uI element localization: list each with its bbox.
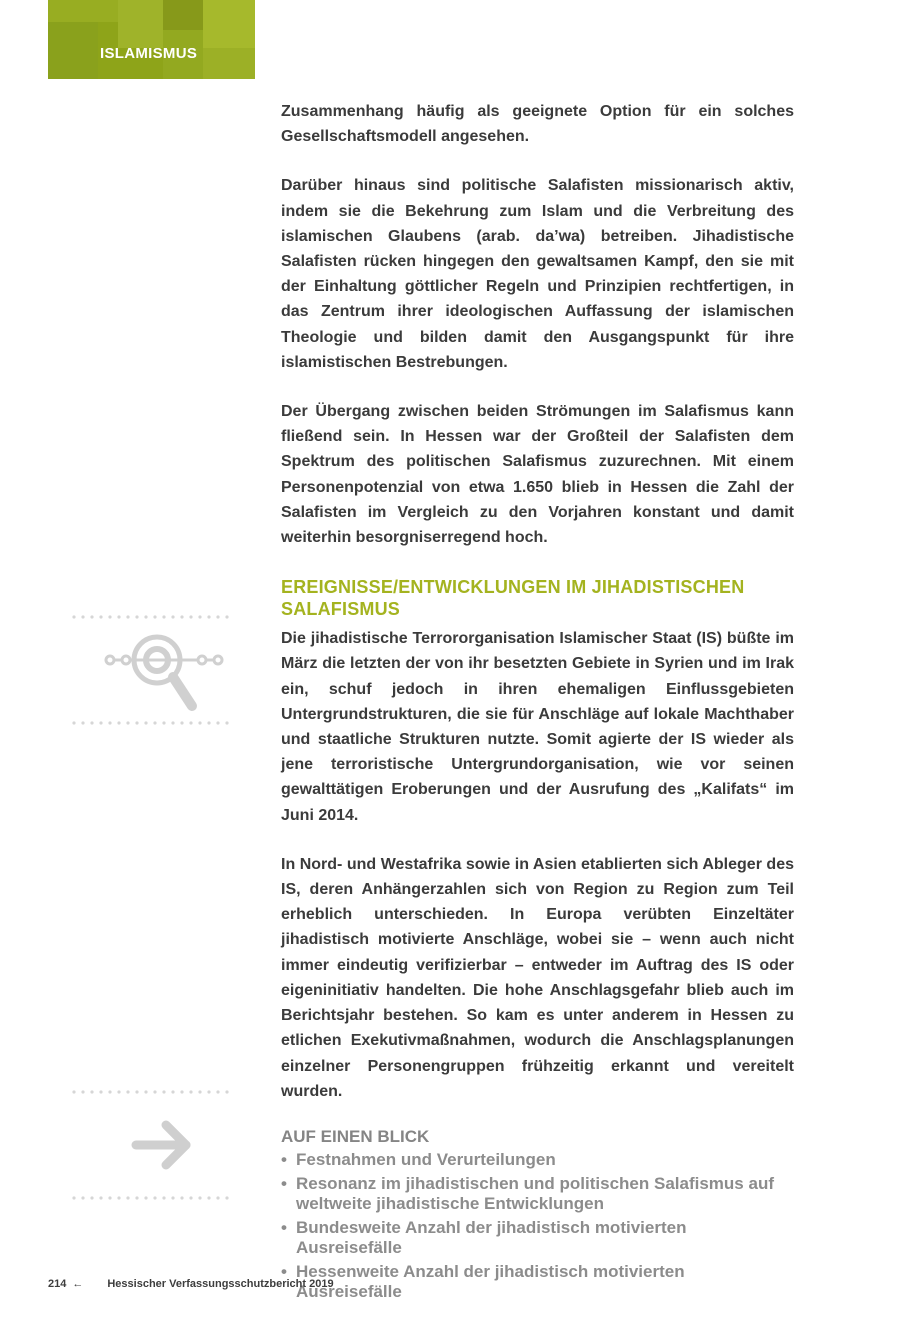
section-paragraph: Die jihadistische Terrororganisation Islamischer Staat (IS) büßte im März die letzten der von ihr besetzten Gebiete in Syrien und im Irak ein, schuf jedoch in ihren ehemaligen Einflussgebieten Untergrundstrukturen, die sie für Anschläge auf lokale Machthaber und staatliche Strukturen nutzte. Somit agierte der IS wieder als jene terroristische Untergrundorganisation, wie vor seinen gewalttätigen Eroberungen und der Ausrufung des „Kalifats“ im Juni 2014. — [281, 630, 794, 824]
list-item-text: Festnahmen und Verurteilungen — [296, 1149, 556, 1169]
back-arrow-icon[interactable]: ← — [72, 1278, 84, 1290]
bullet: • — [281, 1217, 287, 1237]
bullet: • — [281, 1149, 287, 1169]
main-content — [281, 99, 794, 1306]
section-heading: EREIGNISSE/ENTWICKLUNGEN IM JIHADISTISCHEN SALAFISMUS — [281, 577, 745, 620]
at-a-glance-list — [281, 1150, 794, 1302]
arrow-right-icon — [66, 1083, 236, 1207]
section-paragraph: In Nord- und Westafrika sowie in Asien etablierten sich Ableger des IS, deren Anhängerzahlen sich von Region zu Region zum Teil erheblich unterschieden. In Europa verübten Einzeltäter jihadistisch motivierte Anschläge, wobei sie – wenn auch nicht immer eindeutig verifizierbar – entweder im Auftrag des IS oder eigeninitiativ handelten. Die hohe Anschlagsgefahr blieb auch im Berichtsjahr bestehen. So kam es unter anderem in Hessen zu etlichen Exekutivmaßnahmen, wodurch die Anschlagsplanungen einzelner Personengruppen frühzeitig erkannt und vereitelt wurden. — [281, 855, 794, 1100]
list-item — [281, 1174, 794, 1214]
list-item-text: Bundesweite Anzahl der jihadistisch motivierten Ausreisefälle — [296, 1217, 687, 1257]
list-item — [281, 1262, 794, 1302]
section-label: ISLAMISMUS — [100, 45, 198, 62]
at-a-glance — [281, 1126, 794, 1302]
list-item — [281, 1150, 794, 1170]
banner-mosaic — [48, 0, 255, 79]
list-item — [281, 1218, 794, 1258]
section-banner — [48, 0, 255, 79]
body-paragraph: Zusammenhang häufig als geeignete Option für ein solches Gesellschaftsmodell angesehen. — [281, 103, 794, 146]
page-number: 214 — [48, 1278, 67, 1290]
body-paragraph: Der Übergang zwischen beiden Strömungen im Salafismus kann fließend sein. In Hessen war der Großteil der Salafisten dem Spektrum des politischen Salafismus zuzurechnen. Mit einem Personenpotenzial von etwa 1.650 blieb in Hessen die Zahl der Salafisten im Vergleich zu den Vorjahren konstant und damit weiterhin besorgniserregend hoch. — [281, 403, 794, 547]
list-item-text: Hessenweite Anzahl der jihadistisch motivierten Ausreisefälle — [296, 1261, 685, 1301]
bullet: • — [281, 1261, 287, 1281]
at-a-glance-title: AUF EINEN BLICK — [281, 1126, 430, 1146]
magnifier-network-icon — [66, 608, 236, 732]
body-paragraph: Darüber hinaus sind politische Salafisten missionarisch aktiv, indem sie die Bekehrung zum Islam und die Verbreitung des islamischen Glaubens (arab. da’wa) betreiben. Jihadistische Salafisten rücken hingegen den gewaltsamen Kampf, den sie mit der Einhaltung göttlicher Regeln und Prinzipien rechtfertigen, in das Zentrum ihrer ideologischen Auffassung der islamischen Theologie und bilden damit den Ausgangspunkt für ihre islamistischen Bestrebungen. — [281, 177, 794, 371]
list-item-text: Resonanz im jihadistischen und politischen Salafismus auf weltweite jihadistische Entwicklungen — [296, 1173, 774, 1213]
publication-title: Hessischer Verfassungsschutzbericht 2019 — [107, 1278, 334, 1290]
page-footer — [48, 1278, 334, 1290]
bullet: • — [281, 1173, 287, 1193]
